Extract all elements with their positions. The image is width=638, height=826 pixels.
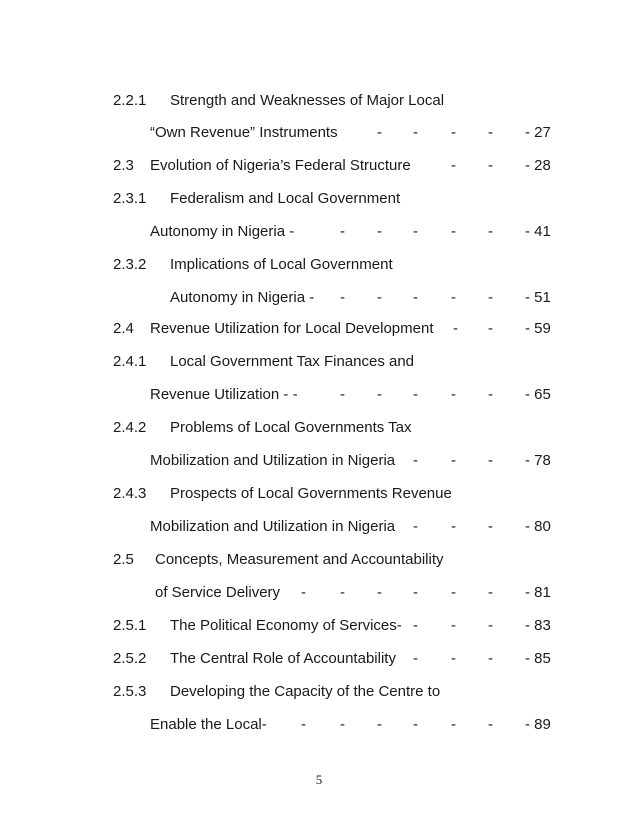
leader-dash: -: [377, 584, 382, 601]
leader-dash: -: [488, 716, 493, 733]
leader-dash: -: [413, 124, 418, 141]
leader-dash: -: [413, 289, 418, 306]
leader-dash: -: [413, 386, 418, 403]
leader-dash: -: [488, 124, 493, 141]
leader-dash: -: [413, 716, 418, 733]
leader-dash: -: [377, 716, 382, 733]
leader-dash: -: [377, 289, 382, 306]
leader-dash: -: [413, 518, 418, 535]
page-ref: - 65: [525, 386, 551, 403]
section-number: 2.4: [113, 320, 134, 337]
leader-dash: -: [488, 320, 493, 337]
section-title: The Political Economy of Services-: [170, 617, 402, 634]
page-ref: - 51: [525, 289, 551, 306]
leader-dash: -: [377, 124, 382, 141]
leader-dash: -: [488, 452, 493, 469]
leader-dash: -: [488, 518, 493, 535]
leader-dash: -: [451, 617, 456, 634]
leader-dash: -: [451, 716, 456, 733]
page-ref: - 41: [525, 223, 551, 240]
section-title-continuation: Autonomy in Nigeria -: [170, 289, 315, 306]
page-ref: - 59: [525, 320, 551, 337]
page-ref: - 85: [525, 650, 551, 667]
leader-dash: -: [340, 386, 345, 403]
page-number: 5: [315, 772, 323, 787]
section-title-continuation: Enable the Local-: [150, 716, 267, 733]
leader-dash: -: [340, 289, 345, 306]
page-ref: - 78: [525, 452, 551, 469]
section-title-continuation: of Service Delivery: [155, 584, 281, 601]
section-title-continuation: Revenue Utilization - -: [150, 386, 298, 403]
leader-dash: -: [377, 386, 382, 403]
page-ref: - 80: [525, 518, 551, 535]
section-title-continuation: Mobilization and Utilization in Nigeria: [150, 452, 396, 469]
page-ref: - 27: [525, 124, 551, 141]
section-title: Federalism and Local Government: [170, 190, 401, 207]
section-title: Evolution of Nigeria’s Federal Structure: [150, 157, 411, 174]
leader-dash: -: [301, 584, 306, 601]
leader-dash: -: [451, 124, 456, 141]
leader-dash: -: [377, 223, 382, 240]
section-title: Prospects of Local Governments Revenue: [170, 485, 452, 502]
section-number: 2.5: [113, 551, 134, 568]
leader-dash: -: [451, 452, 456, 469]
leader-dash: -: [451, 157, 456, 174]
leader-dash: -: [451, 650, 456, 667]
section-title: Problems of Local Governments Tax: [170, 419, 412, 436]
leader-dash: -: [340, 584, 345, 601]
section-number: 2.3: [113, 157, 134, 174]
section-number: 2.5.2: [113, 650, 147, 667]
leader-dash: -: [451, 584, 456, 601]
leader-dash: -: [340, 716, 345, 733]
leader-dash: -: [488, 157, 493, 174]
leader-dash: -: [340, 223, 345, 240]
leader-dash: -: [451, 289, 456, 306]
leader-dash: -: [451, 518, 456, 535]
section-title: Local Government Tax Finances and: [170, 353, 415, 370]
section-number: 2.5.1: [113, 617, 147, 634]
page-ref: - 81: [525, 584, 551, 601]
section-title: Developing the Capacity of the Centre to: [170, 683, 441, 700]
leader-dash: -: [301, 716, 306, 733]
section-number: 2.2.1: [113, 92, 147, 109]
leader-dash: -: [488, 584, 493, 601]
leader-dash: -: [488, 223, 493, 240]
section-title: Implications of Local Government: [170, 256, 393, 273]
section-title-continuation: “Own Revenue” Instruments: [150, 124, 338, 141]
section-title: Concepts, Measurement and Accountability: [155, 551, 444, 568]
section-title: Strength and Weaknesses of Major Local: [170, 92, 445, 109]
section-title: The Central Role of Accountability: [170, 650, 396, 667]
section-number: 2.5.3: [113, 683, 147, 700]
leader-dash: -: [413, 452, 418, 469]
leader-dash: -: [488, 617, 493, 634]
section-title-continuation: Autonomy in Nigeria -: [150, 223, 295, 240]
leader-dash: -: [488, 289, 493, 306]
section-number: 2.3.1: [113, 190, 147, 207]
section-title-continuation: Mobilization and Utilization in Nigeria: [150, 518, 396, 535]
leader-dash: -: [413, 617, 418, 634]
section-number: 2.4.2: [113, 419, 147, 436]
leader-dash: -: [413, 584, 418, 601]
leader-dash: -: [488, 650, 493, 667]
leader-dash: -: [451, 223, 456, 240]
section-number: 2.4.1: [113, 353, 147, 370]
leader-dash: -: [488, 386, 493, 403]
section-number: 2.3.2: [113, 256, 147, 273]
leader-dash: -: [453, 320, 458, 337]
page-ref: - 83: [525, 617, 551, 634]
page-ref: - 28: [525, 157, 551, 174]
leader-dash: -: [451, 386, 456, 403]
page-ref: - 89: [525, 716, 551, 733]
leader-dash: -: [413, 650, 418, 667]
section-title: Revenue Utilization for Local Development: [150, 320, 434, 337]
section-number: 2.4.3: [113, 485, 147, 502]
leader-dash: -: [413, 223, 418, 240]
